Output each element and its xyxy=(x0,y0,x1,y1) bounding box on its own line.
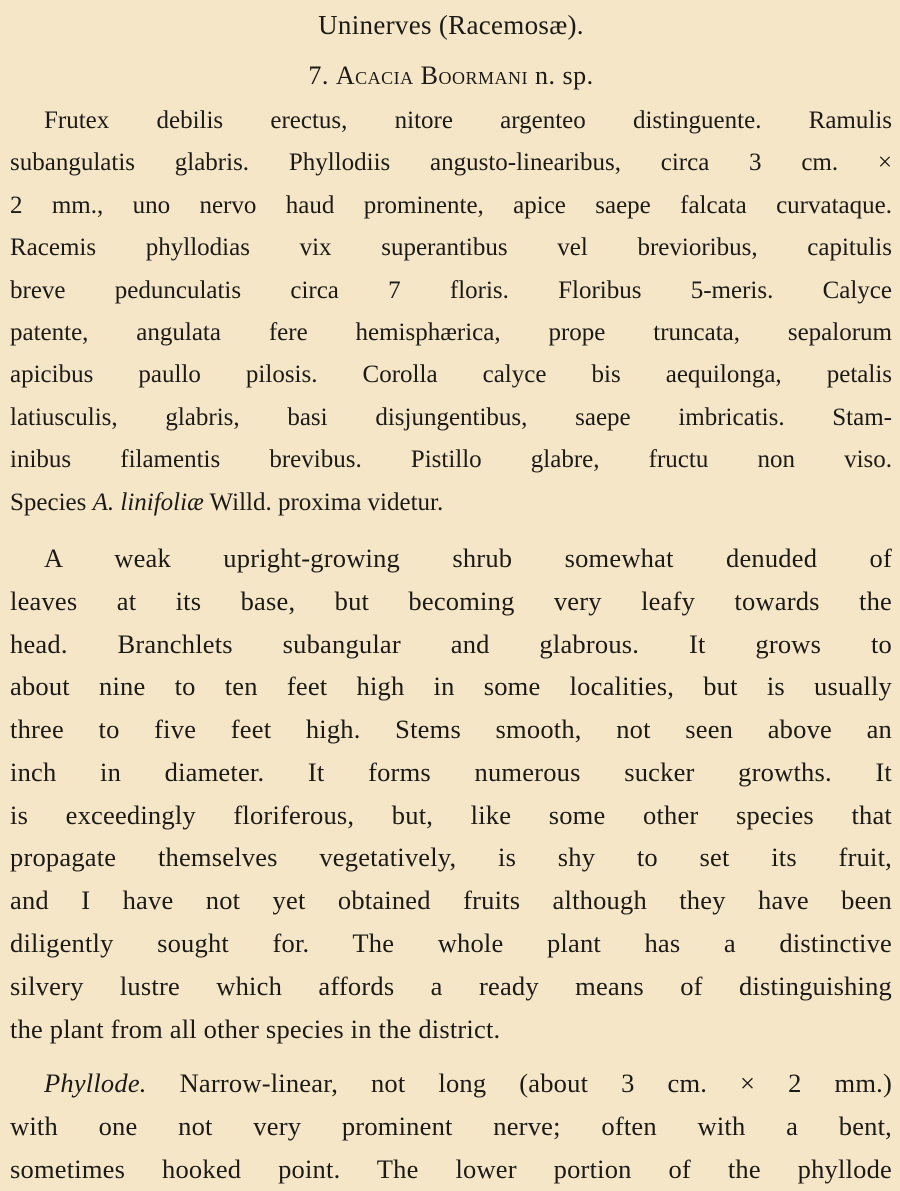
phyllode-label: Phyllode. xyxy=(44,1068,147,1099)
english-line: is exceedingly floriferous, but, like some other species that xyxy=(10,799,892,830)
english-line: inch in diameter. It forms numerous sucker growths. It xyxy=(10,756,892,787)
latin-line: 2 mm., uno nervo haud prominente, apice saepe falcata curvataque. xyxy=(10,191,892,219)
latin-line: latiusculis, glabris, basi disjungentibus, saepe imbricatis. Stam- xyxy=(10,403,892,431)
latin-line: breve pedunculatis circa 7 floris. Floribus 5-meris. Calyce xyxy=(10,276,892,304)
latin-last-italic: A. linifoliæ xyxy=(92,488,204,516)
phyllode-first-rest: Narrow-linear, not long (about 3 cm. × 2 mm.) xyxy=(146,1068,892,1099)
latin-line: Racemis phyllodias vix superantibus vel brevioribus, capitulis xyxy=(10,234,892,262)
page xyxy=(10,0,892,1191)
phyllode-paragraph xyxy=(10,1062,892,1190)
english-line: three to five feet high. Stems smooth, not seen above an xyxy=(10,714,892,745)
english-line: leaves at its base, but becoming very leafy towards the xyxy=(10,585,892,616)
english-line: and I have not yet obtained fruits although they have been xyxy=(10,885,892,916)
latin-line: inibus filamentis brevibus. Pistillo glabre, fructu non viso. xyxy=(10,446,892,474)
latin-last-post: Willd. proxima videtur. xyxy=(203,488,444,516)
species-genus: Acacia xyxy=(335,61,414,90)
species-epithet: Boormani xyxy=(420,61,528,90)
latin-line: apicibus paullo pilosis. Corolla calyce bis aequilonga, petalis xyxy=(10,361,892,389)
english-line: head. Branchlets subangular and glabrous. It grows to xyxy=(10,628,892,659)
latin-line: Frutex debilis erectus, nitore argenteo distinguente. Ramulis xyxy=(44,107,892,134)
latin-diagnosis xyxy=(10,100,892,524)
latin-line: subangulatis glabris. Phyllodiis angusto-linearibus, circa 3 cm. × xyxy=(10,149,892,177)
english-line: A weak upright-growing shrub somewhat denuded of xyxy=(44,542,892,573)
english-line: diligently sought for. The whole plant has a distinctive xyxy=(10,928,892,959)
species-title xyxy=(10,58,892,94)
phyllode-first-line xyxy=(10,1062,892,1105)
phyllode-line: with one not very prominent nerve; often with a bent, xyxy=(10,1111,892,1142)
species-suffix: n. sp. xyxy=(535,61,594,90)
phyllode-line: sometimes hooked point. The lower portion of the phyllode xyxy=(10,1154,892,1185)
english-line: silvery lustre which affords a ready means of distinguishing xyxy=(10,970,892,1001)
latin-line: patente, angulata fere hemisphærica, prope truncata, sepalorum xyxy=(10,318,892,346)
section-heading: Uninerves (Racemosæ). xyxy=(318,10,584,40)
species-number: 7. xyxy=(308,61,329,90)
latin-line-last xyxy=(10,482,892,524)
english-description xyxy=(10,537,892,1051)
english-line: the plant from all other species in the district. xyxy=(10,1013,501,1044)
latin-last-pre: Species xyxy=(10,488,93,516)
english-line: about nine to ten feet high in some localities, but is usually xyxy=(10,671,892,702)
english-line: propagate themselves vegetatively, is shy to set its fruit, xyxy=(10,842,892,873)
